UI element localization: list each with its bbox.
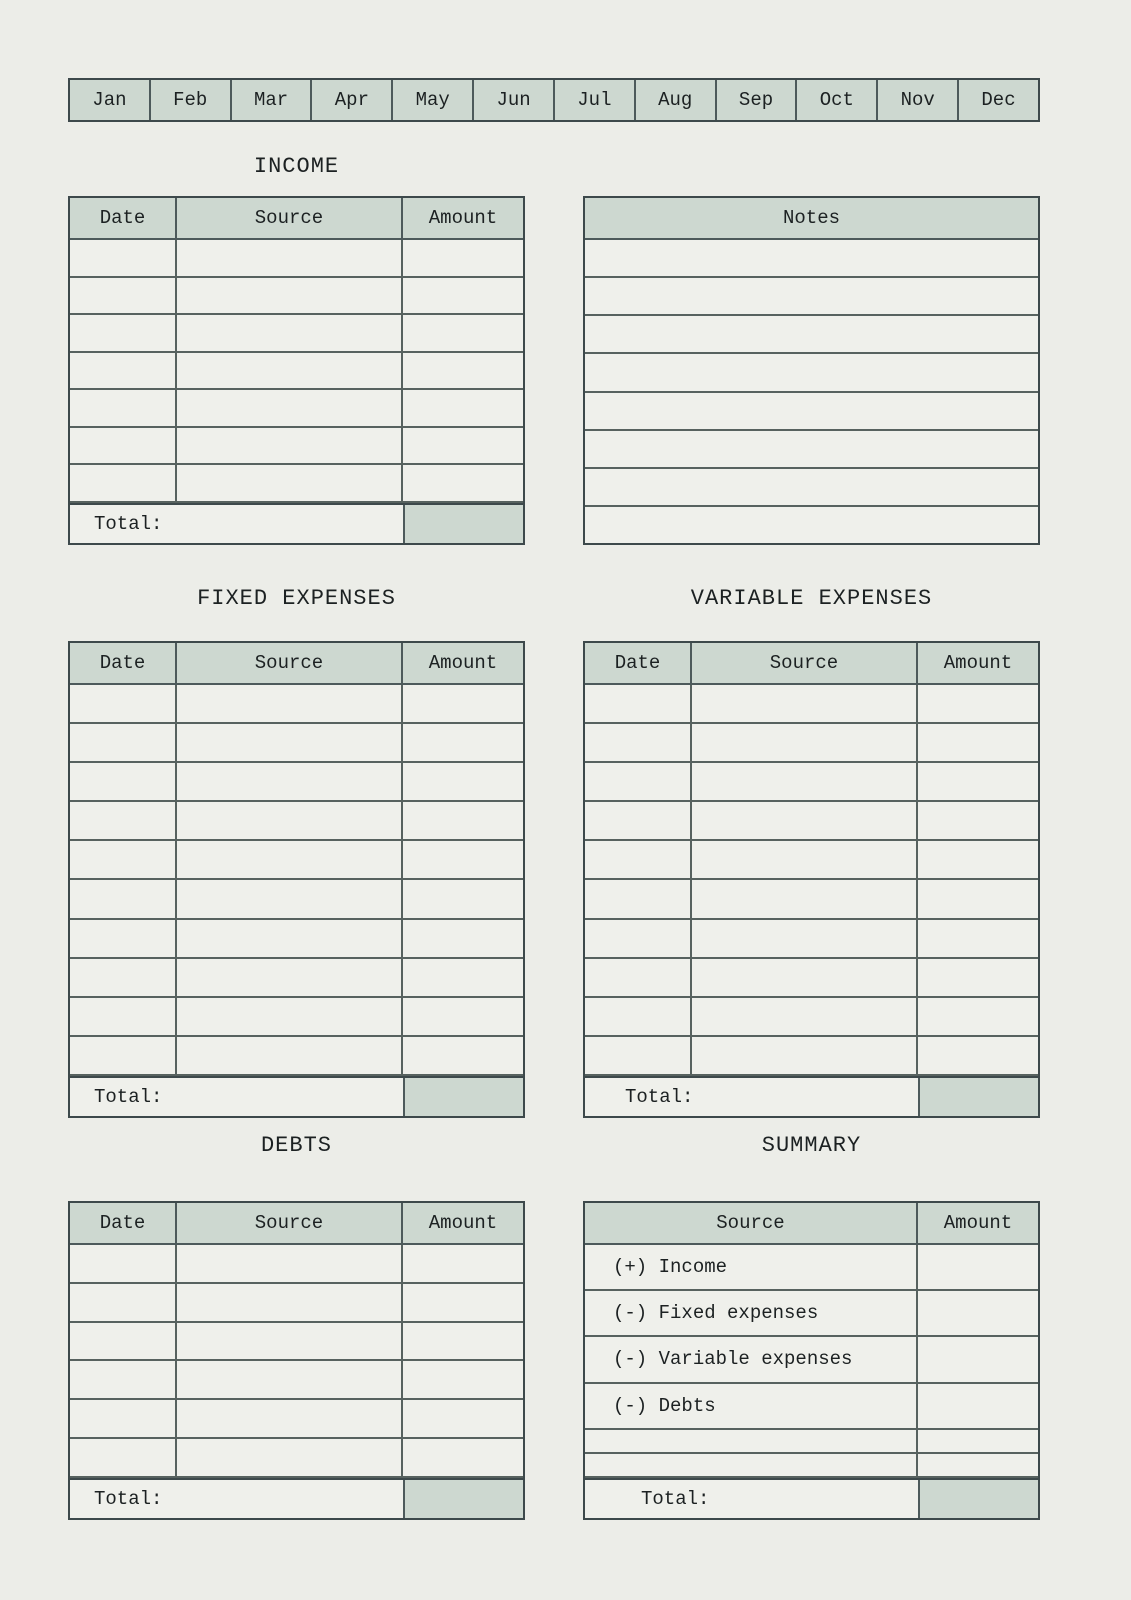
fixed-expenses-table-row [70,841,523,880]
variable-expenses-source-cell[interactable] [690,1037,918,1074]
income-table-row [70,428,523,466]
income-source-cell[interactable] [175,240,403,276]
fixed-expenses-date-cell[interactable] [70,724,175,761]
fixed-expenses-table-row [70,998,523,1037]
debts-total-amount-cell[interactable] [403,1480,523,1518]
income-date-cell[interactable] [70,353,175,389]
debts-table-row [70,1361,523,1400]
variable-expenses-table-row [585,763,1038,802]
debts-table-row [70,1245,523,1284]
variable-expenses-date-cell[interactable] [585,841,690,878]
summary-table-header [585,1203,1038,1245]
debts-date-cell[interactable] [70,1245,175,1282]
month-tab-may[interactable]: May [391,80,472,120]
summary-row-empty [585,1454,1038,1478]
income-date-cell[interactable] [70,240,175,276]
income-date-cell[interactable] [70,465,175,501]
variable-expenses-amount-cell[interactable] [918,959,1038,996]
fixed-expenses-table [68,641,525,1118]
income-amount-cell[interactable] [403,390,523,426]
income-source-cell[interactable] [175,353,403,389]
debts-amount-cell[interactable] [403,1400,523,1437]
notes-table [583,196,1040,545]
income-table-row [70,390,523,428]
variable-expenses-table-row [585,920,1038,959]
debts-section-title: DEBTS [260,1133,332,1158]
variable-expenses-total-label: Total: [625,1085,694,1108]
summary-row-fixed-expenses-label: (-) Fixed expenses [585,1291,918,1335]
notes-row[interactable] [585,240,1038,278]
income-column-header-amount: Amount [428,207,498,229]
fixed-expenses-date-cell[interactable] [70,802,175,839]
fixed-expenses-amount-cell[interactable] [403,763,523,800]
variable-expenses-amount-cell[interactable] [918,880,1038,917]
fixed-expenses-column-header-date: Date [99,652,146,674]
debts-date-cell[interactable] [70,1284,175,1321]
variable-expenses-date-cell[interactable] [585,920,690,957]
summary-row-variable-expenses-label: (-) Variable expenses [585,1337,918,1381]
variable-expenses-source-cell[interactable] [690,802,918,839]
debts-table-header [70,1203,523,1245]
notes-row[interactable] [585,278,1038,316]
variable-expenses-table-header [585,643,1038,685]
month-tab-feb[interactable]: Feb [149,80,230,120]
summary-row-income-label: (+) Income [585,1245,918,1289]
income-source-cell[interactable] [175,428,403,464]
variable-expenses-source-cell[interactable] [690,920,918,957]
summary-fixed-expenses-amount-cell[interactable] [918,1291,1038,1335]
income-amount-cell[interactable] [403,465,523,501]
month-tab-mar[interactable]: Mar [230,80,311,120]
debts-source-cell[interactable] [175,1323,403,1360]
debts-amount-cell[interactable] [403,1361,523,1398]
variable-expenses-total-amount-cell[interactable] [918,1078,1038,1116]
variable-expenses-table-row [585,685,1038,724]
variable-expenses-table-row [585,998,1038,1037]
debts-source-cell[interactable] [175,1439,403,1476]
income-table-row [70,353,523,391]
fixed-expenses-date-cell[interactable] [70,1037,175,1074]
debts-source-cell[interactable] [175,1361,403,1398]
income-table-row [70,240,523,278]
notes-column-header: Notes [782,207,840,229]
income-total-row [70,503,523,543]
fixed-expenses-table-header [70,643,523,685]
debts-amount-cell[interactable] [403,1439,523,1476]
debts-source-cell[interactable] [175,1400,403,1437]
summary-row-debts-label: (-) Debts [585,1384,918,1428]
variable-expenses-section-title: VARIABLE EXPENSES [690,586,933,611]
fixed-expenses-source-cell[interactable] [175,841,403,878]
fixed-expenses-source-cell[interactable] [175,763,403,800]
debts-date-cell[interactable] [70,1323,175,1360]
summary-total-label: Total: [641,1488,710,1511]
fixed-expenses-table-row [70,685,523,724]
fixed-expenses-source-cell[interactable] [175,724,403,761]
debts-date-cell[interactable] [70,1439,175,1476]
income-amount-cell[interactable] [403,315,523,351]
variable-expenses-date-cell[interactable] [585,685,690,722]
summary-row-empty [585,1430,1038,1454]
notes-row[interactable] [585,393,1038,431]
variable-expenses-amount-cell[interactable] [918,1037,1038,1074]
income-column-header-date: Date [99,207,146,229]
income-source-cell[interactable] [175,315,403,351]
debts-table-row [70,1400,523,1439]
income-total-amount-cell[interactable] [403,505,523,543]
summary-empty-amount-cell[interactable] [918,1454,1038,1476]
variable-expenses-amount-cell[interactable] [918,998,1038,1035]
fixed-expenses-date-cell[interactable] [70,685,175,722]
income-amount-cell[interactable] [403,240,523,276]
fixed-expenses-date-cell[interactable] [70,763,175,800]
month-tab-jul[interactable]: Jul [553,80,634,120]
debts-table [68,1201,525,1520]
debts-amount-cell[interactable] [403,1245,523,1282]
fixed-expenses-amount-cell[interactable] [403,880,523,917]
variable-expenses-date-cell[interactable] [585,959,690,996]
fixed-expenses-amount-cell[interactable] [403,959,523,996]
debts-column-header-date: Date [99,1212,146,1234]
summary-income-amount-cell[interactable] [918,1245,1038,1289]
variable-expenses-table-row [585,802,1038,841]
month-tab-bar [68,78,1040,122]
variable-expenses-amount-cell[interactable] [918,685,1038,722]
debts-source-cell[interactable] [175,1245,403,1282]
fixed-expenses-source-cell[interactable] [175,920,403,957]
income-source-cell[interactable] [175,465,403,501]
summary-table [583,1201,1040,1520]
summary-total-row [585,1478,1038,1518]
income-date-cell[interactable] [70,428,175,464]
income-table [68,196,525,545]
income-amount-cell[interactable] [403,353,523,389]
fixed-expenses-table-row [70,920,523,959]
debts-total-row [70,1478,523,1518]
summary-row-variable-expenses [585,1337,1038,1383]
fixed-expenses-total-label: Total: [94,1085,163,1108]
fixed-expenses-amount-cell[interactable] [403,920,523,957]
debts-total-label: Total: [94,1487,163,1510]
variable-expenses-date-cell[interactable] [585,1037,690,1074]
notes-row[interactable] [585,431,1038,469]
summary-row-income [585,1245,1038,1291]
income-table-row [70,315,523,353]
notes-row[interactable] [585,354,1038,392]
variable-expenses-table-row [585,959,1038,998]
fixed-expenses-date-cell[interactable] [70,880,175,917]
notes-row[interactable] [585,507,1038,543]
fixed-expenses-source-cell[interactable] [175,959,403,996]
fixed-expenses-source-cell[interactable] [175,802,403,839]
fixed-expenses-date-cell[interactable] [70,920,175,957]
fixed-expenses-table-row [70,763,523,802]
debts-date-cell[interactable] [70,1400,175,1437]
debts-column-header-amount: Amount [428,1212,498,1234]
income-amount-cell[interactable] [403,428,523,464]
month-tab-jan[interactable]: Jan [92,89,127,111]
income-total-label: Total: [94,513,163,536]
month-tab-nov[interactable]: Nov [876,80,957,120]
income-source-cell[interactable] [175,278,403,314]
month-tab-dec[interactable]: Dec [957,80,1038,120]
fixed-expenses-source-cell[interactable] [175,1037,403,1074]
variable-expenses-total-row [585,1076,1038,1116]
month-tab-oct[interactable]: Oct [795,80,876,120]
month-tab-jun[interactable]: Jun [472,80,553,120]
summary-column-header-amount: Amount [943,1212,1013,1234]
variable-expenses-amount-cell[interactable] [918,763,1038,800]
variable-expenses-column-header-source: Source [690,643,918,683]
notes-table-header [585,198,1038,240]
variable-expenses-date-cell[interactable] [585,880,690,917]
variable-expenses-column-header-amount: Amount [943,652,1013,674]
month-tab-aug[interactable]: Aug [634,80,715,120]
fixed-expenses-source-cell[interactable] [175,880,403,917]
fixed-expenses-section-title: FIXED EXPENSES [197,586,396,611]
variable-expenses-date-cell[interactable] [585,763,690,800]
summary-empty-amount-cell[interactable] [918,1430,1038,1452]
summary-variable-expenses-amount-cell[interactable] [918,1337,1038,1381]
variable-expenses-source-cell[interactable] [690,685,918,722]
debts-amount-cell[interactable] [403,1323,523,1360]
summary-empty-label-cell[interactable] [585,1430,918,1452]
month-tab-apr[interactable]: Apr [310,80,391,120]
variable-expenses-source-cell[interactable] [690,998,918,1035]
notes-row[interactable] [585,469,1038,507]
fixed-expenses-table-row [70,1037,523,1076]
fixed-expenses-column-header-source: Source [175,643,403,683]
month-tab-sep[interactable]: Sep [715,80,796,120]
variable-expenses-table-row [585,841,1038,880]
summary-row-fixed-expenses [585,1291,1038,1337]
variable-expenses-source-cell[interactable] [690,880,918,917]
debts-table-row [70,1284,523,1323]
variable-expenses-date-cell[interactable] [585,998,690,1035]
summary-row-debts [585,1384,1038,1430]
fixed-expenses-total-row [70,1076,523,1116]
variable-expenses-table-row [585,1037,1038,1076]
fixed-expenses-amount-cell[interactable] [403,1037,523,1074]
variable-expenses-amount-cell[interactable] [918,920,1038,957]
notes-row[interactable] [585,316,1038,354]
fixed-expenses-amount-cell[interactable] [403,802,523,839]
variable-expenses-date-cell[interactable] [585,802,690,839]
debts-column-header-source: Source [175,1203,403,1243]
summary-column-header-source: Source [585,1203,918,1243]
summary-empty-label-cell[interactable] [585,1454,918,1476]
income-table-row [70,278,523,316]
variable-expenses-table-row [585,724,1038,763]
income-date-cell[interactable] [70,390,175,426]
variable-expenses-date-cell[interactable] [585,724,690,761]
debts-date-cell[interactable] [70,1361,175,1398]
fixed-expenses-table-row [70,959,523,998]
variable-expenses-source-cell[interactable] [690,841,918,878]
fixed-expenses-amount-cell[interactable] [403,998,523,1035]
fixed-expenses-table-row [70,724,523,763]
variable-expenses-source-cell[interactable] [690,959,918,996]
fixed-expenses-table-row [70,880,523,919]
variable-expenses-amount-cell[interactable] [918,841,1038,878]
fixed-expenses-source-cell[interactable] [175,998,403,1035]
fixed-expenses-amount-cell[interactable] [403,724,523,761]
summary-section-title: SUMMARY [761,1133,862,1158]
income-source-cell[interactable] [175,390,403,426]
income-date-cell[interactable] [70,278,175,314]
income-section-title: INCOME [253,154,340,179]
fixed-expenses-total-amount-cell[interactable] [403,1078,523,1116]
fixed-expenses-amount-cell[interactable] [403,841,523,878]
variable-expenses-table-row [585,880,1038,919]
variable-expenses-source-cell[interactable] [690,763,918,800]
income-amount-cell[interactable] [403,278,523,314]
fixed-expenses-source-cell[interactable] [175,685,403,722]
fixed-expenses-date-cell[interactable] [70,841,175,878]
variable-expenses-source-cell[interactable] [690,724,918,761]
variable-expenses-table [583,641,1040,1118]
fixed-expenses-date-cell[interactable] [70,998,175,1035]
income-table-row [70,465,523,503]
summary-debts-amount-cell[interactable] [918,1384,1038,1428]
debts-table-row [70,1439,523,1478]
variable-expenses-amount-cell[interactable] [918,724,1038,761]
income-column-header-source: Source [175,198,403,238]
fixed-expenses-date-cell[interactable] [70,959,175,996]
variable-expenses-column-header-date: Date [614,652,661,674]
debts-table-row [70,1323,523,1362]
debts-amount-cell[interactable] [403,1284,523,1321]
income-table-header [70,198,523,240]
fixed-expenses-table-row [70,802,523,841]
fixed-expenses-column-header-amount: Amount [428,652,498,674]
summary-total-amount-cell[interactable] [918,1480,1038,1518]
variable-expenses-amount-cell[interactable] [918,802,1038,839]
income-date-cell[interactable] [70,315,175,351]
debts-source-cell[interactable] [175,1284,403,1321]
fixed-expenses-amount-cell[interactable] [403,685,523,722]
